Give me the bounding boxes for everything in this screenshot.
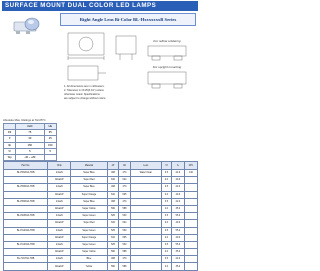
- table-cell: [4, 263, 48, 270]
- table-cell: 40.0: [171, 191, 184, 198]
- table-cell: [4, 220, 48, 227]
- upright-label: For upright mounting: [152, 65, 182, 69]
- table-cell: [184, 256, 197, 263]
- table-cell: [184, 191, 197, 198]
- table-cell: [4, 205, 48, 212]
- table-header-row: [4, 162, 198, 170]
- table-cell: 40.0: [171, 220, 184, 227]
- table-cell: BL-HB433A-TRB: [4, 198, 48, 205]
- table-cell: 605: [119, 191, 130, 198]
- series-title-box: Right Angle Lens Bi-Color BL-HxxxxxxxB Series: [60, 13, 196, 26]
- table-cell: AlGaInP: [48, 191, 71, 198]
- table-cell: [4, 191, 48, 198]
- table-cell: 3.5: [161, 170, 171, 177]
- table-cell: BL-HG233A-TRB: [4, 227, 48, 234]
- table-cell: Super Blue: [71, 184, 108, 191]
- table-cell: Water Clear: [130, 170, 161, 177]
- table-cell: AlGaInP: [48, 263, 71, 270]
- table-row: [4, 263, 198, 270]
- table-cell: 3.5: [161, 241, 171, 248]
- table-cell: AlGaInP: [48, 205, 71, 212]
- col-header: Iv: [171, 162, 184, 170]
- col-header: Vf: [161, 162, 171, 170]
- table-row: [4, 198, 198, 205]
- table-cell: InGaN: [48, 241, 71, 248]
- table-row: [4, 256, 198, 263]
- table-cell: 530: [119, 241, 130, 248]
- table-cell: AlGaInP: [48, 177, 71, 184]
- table-cell: [184, 249, 197, 256]
- table-row: Top -40 ~ +80: [4, 154, 57, 160]
- table-cell: Yellow: [71, 263, 108, 270]
- table-cell: 40.0: [171, 234, 184, 241]
- table-cell: [130, 205, 161, 212]
- spec-table: [3, 161, 198, 271]
- table-cell: [130, 191, 161, 198]
- table-cell: 590: [107, 263, 118, 270]
- table-cell: BL-HJ173A-TRB: [4, 256, 48, 263]
- table-cell: InGaN: [48, 198, 71, 205]
- table-cell: 470: [119, 256, 130, 263]
- table-cell: [184, 263, 197, 270]
- table-cell: [184, 198, 197, 205]
- col-header: λD: [119, 162, 130, 170]
- note-line: 1. All dimensions are in millimeters.: [64, 85, 105, 88]
- table-cell: InGaN: [48, 170, 71, 177]
- table-cell: Super Yellow: [71, 205, 108, 212]
- table-cell: 468: [107, 170, 118, 177]
- table-cell: BL-HG333A-TRB: [4, 241, 48, 248]
- table-row: Pd 75 65: [4, 130, 57, 136]
- table-cell: Super Red: [71, 220, 108, 227]
- table-cell: [130, 256, 161, 263]
- table-cell: 35.0: [171, 249, 184, 256]
- note-line: otherwise noted. Specifications: [64, 93, 100, 96]
- table-cell: 468: [107, 184, 118, 191]
- dimension-drawing: [60, 28, 196, 102]
- table-cell: Super Orange: [71, 191, 108, 198]
- table-cell: [184, 177, 197, 184]
- col-header: 2θ½: [184, 162, 197, 170]
- table-cell: [184, 234, 197, 241]
- col-header: Material: [71, 162, 108, 170]
- table-cell: 22.0: [171, 184, 184, 191]
- table-cell: [130, 177, 161, 184]
- table-cell: 590: [107, 205, 118, 212]
- table-cell: BL-HB133A-TRB: [4, 170, 48, 177]
- table-cell: Blue: [71, 256, 108, 263]
- table-row: [4, 170, 198, 177]
- page-header: SURFACE MOUNT DUAL COLOR LED LAMPS: [2, 1, 198, 11]
- reflow-label: For reflow soldering: [153, 39, 181, 43]
- table-cell: [130, 249, 161, 256]
- table-cell: InGaN: [48, 256, 71, 263]
- table-cell: [184, 213, 197, 220]
- table-cell: 470: [119, 184, 130, 191]
- table-row: [4, 249, 198, 256]
- table-cell: 525: [107, 227, 118, 234]
- note-line: 2. Tolerance is ±0.25(0.01") unless: [64, 89, 104, 92]
- table-cell: 610: [107, 191, 118, 198]
- table-row: [4, 220, 198, 227]
- table-cell: [184, 220, 197, 227]
- ratings-table: [3, 123, 57, 161]
- table-cell: Super Green: [71, 241, 108, 248]
- table-cell: 3.5: [161, 184, 171, 191]
- table-cell: 22.0: [171, 198, 184, 205]
- table-cell: 624: [119, 177, 130, 184]
- table-row: [4, 227, 198, 234]
- table-cell: AlGaInP: [48, 234, 71, 241]
- table-cell: 2.0: [161, 249, 171, 256]
- table-cell: [184, 205, 197, 212]
- table-cell: 140: [184, 170, 197, 177]
- table-cell: 632: [107, 177, 118, 184]
- table-cell: 40.0: [171, 177, 184, 184]
- table-cell: 525: [107, 241, 118, 248]
- table-cell: [184, 184, 197, 191]
- ratings-title: Absolute Max. Ratings at Ta=25°C: [3, 118, 46, 122]
- table-cell: AlGaInP: [48, 249, 71, 256]
- table-cell: [130, 184, 161, 191]
- col-header: λP: [107, 162, 118, 170]
- table-cell: [130, 241, 161, 248]
- table-cell: 588: [119, 205, 130, 212]
- table-cell: 588: [119, 249, 130, 256]
- table-cell: 530: [119, 213, 130, 220]
- table-cell: BL-HB333A-TRB: [4, 184, 48, 191]
- table-cell: [184, 241, 197, 248]
- table-cell: 55.0: [171, 241, 184, 248]
- table-row: [4, 234, 198, 241]
- led-illustration: [10, 13, 44, 35]
- table-cell: 610: [107, 234, 118, 241]
- table-cell: 2.0: [161, 191, 171, 198]
- table-row: [4, 184, 198, 191]
- table-cell: 468: [107, 198, 118, 205]
- table-cell: [130, 213, 161, 220]
- table-cell: 3.5: [161, 227, 171, 234]
- table-cell: 632: [107, 220, 118, 227]
- table-row: Ifp 150 150: [4, 142, 57, 148]
- table-cell: 2.0: [161, 220, 171, 227]
- table-cell: 470: [119, 170, 130, 177]
- table-cell: InGaN: [48, 227, 71, 234]
- table-cell: [4, 249, 48, 256]
- table-cell: [130, 227, 161, 234]
- table-cell: Super Green: [71, 227, 108, 234]
- table-cell: [4, 177, 48, 184]
- table-cell: Super Yellow: [71, 249, 108, 256]
- col-header: Part No.: [4, 162, 48, 170]
- table-cell: Super Blue: [71, 198, 108, 205]
- table-row: [4, 205, 198, 212]
- table-cell: 55.0: [171, 227, 184, 234]
- table-cell: Super Blue: [71, 170, 108, 177]
- table-cell: 3.5: [161, 256, 171, 263]
- table-cell: 2.0: [161, 177, 171, 184]
- table-cell: 525: [107, 213, 118, 220]
- table-cell: 468: [107, 256, 118, 263]
- table-cell: Super Red: [71, 177, 108, 184]
- table-cell: BL-HE533A-TRB: [4, 213, 48, 220]
- table-cell: 35.0: [171, 263, 184, 270]
- table-cell: 3.5: [161, 213, 171, 220]
- table-cell: 590: [107, 249, 118, 256]
- table-cell: 530: [119, 227, 130, 234]
- table-row: [4, 191, 198, 198]
- table-cell: Super Green: [71, 213, 108, 220]
- table-cell: 22.0: [171, 170, 184, 177]
- table-cell: 470: [119, 198, 130, 205]
- table-cell: 2.0: [161, 234, 171, 241]
- table-row: [4, 241, 198, 248]
- col-header: Chip: [48, 162, 71, 170]
- table-cell: 588: [119, 263, 130, 270]
- table-cell: [4, 234, 48, 241]
- table-cell: [130, 198, 161, 205]
- table-cell: 605: [119, 234, 130, 241]
- table-cell: [184, 227, 197, 234]
- table-cell: 2.0: [161, 205, 171, 212]
- table-row: UHC UE: [4, 124, 57, 130]
- table-cell: 624: [119, 220, 130, 227]
- table-cell: InGaN: [48, 184, 71, 191]
- table-row: If 30 25: [4, 136, 57, 142]
- table-cell: [130, 234, 161, 241]
- table-cell: 22.0: [171, 256, 184, 263]
- table-cell: 2.0: [161, 263, 171, 270]
- table-cell: InGaN: [48, 213, 71, 220]
- table-row: Vr 5 5: [4, 148, 57, 154]
- table-cell: [130, 220, 161, 227]
- table-cell: [130, 263, 161, 270]
- table-cell: 3.5: [161, 198, 171, 205]
- table-cell: 55.0: [171, 213, 184, 220]
- table-cell: Super Orange: [71, 234, 108, 241]
- col-header: Lens: [130, 162, 161, 170]
- note-line: are subject to change without notice.: [64, 97, 107, 100]
- table-cell: AlGaInP: [48, 220, 71, 227]
- table-cell: 35.0: [171, 205, 184, 212]
- table-row: [4, 177, 198, 184]
- table-row: [4, 213, 198, 220]
